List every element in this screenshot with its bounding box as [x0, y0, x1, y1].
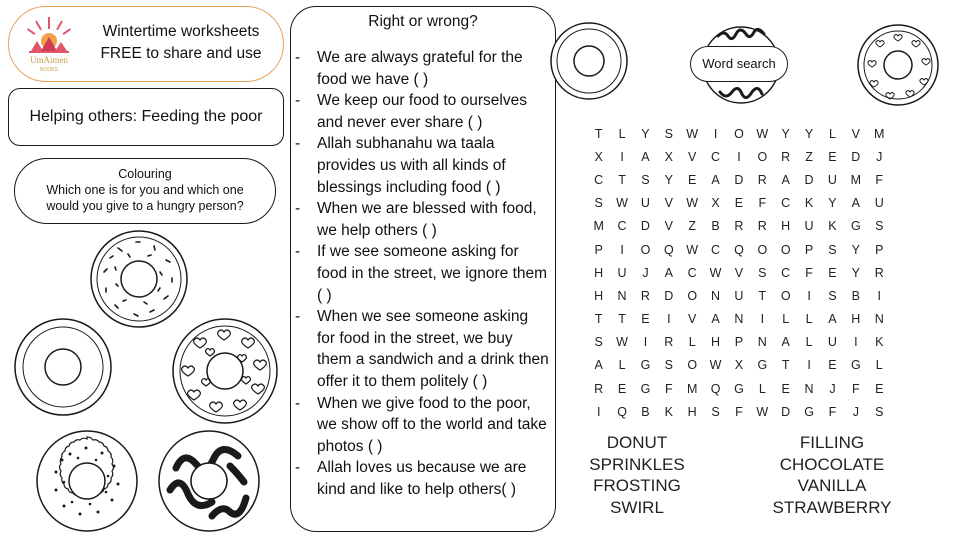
- header-banner: [8, 6, 284, 82]
- donut-sprinkles[interactable]: [88, 228, 190, 330]
- grid-letter[interactable]: W: [686, 196, 699, 211]
- grid-letter[interactable]: Z: [805, 149, 813, 164]
- grid-letter[interactable]: U: [874, 196, 884, 211]
- grid-row: [587, 261, 891, 284]
- grid-row: [587, 215, 891, 238]
- word-item: DONUT: [606, 433, 668, 452]
- colouring-line1: Which one is for you and which one: [46, 183, 244, 197]
- grid-letter[interactable]: L: [688, 335, 696, 350]
- grid-letter[interactable]: I: [807, 288, 811, 303]
- grid-row: [587, 122, 891, 145]
- topic-box: [8, 88, 284, 146]
- grid-letter[interactable]: M: [850, 172, 862, 187]
- grid-letter[interactable]: B: [851, 288, 860, 303]
- grid-letter[interactable]: T: [618, 172, 626, 187]
- grid-letter[interactable]: U: [827, 172, 837, 187]
- grid-letter[interactable]: R: [757, 172, 767, 187]
- grid-letter[interactable]: K: [804, 196, 814, 211]
- grid-row: [587, 400, 891, 423]
- grid-letter[interactable]: L: [758, 381, 766, 396]
- word-list-left: [582, 432, 692, 518]
- grid-letter[interactable]: I: [737, 149, 741, 164]
- grid-letter[interactable]: N: [617, 288, 627, 303]
- grid-letter[interactable]: X: [594, 149, 603, 164]
- grid-letter[interactable]: P: [734, 335, 744, 350]
- grid-letter[interactable]: N: [734, 312, 744, 327]
- grid-letter[interactable]: J: [642, 265, 649, 280]
- grid-letter[interactable]: L: [618, 126, 626, 141]
- grid-letter[interactable]: V: [664, 196, 673, 211]
- grid-letter[interactable]: W: [686, 242, 699, 257]
- grid-letter[interactable]: L: [805, 335, 813, 350]
- grid-row: [587, 354, 891, 377]
- grid-letter[interactable]: V: [688, 312, 697, 327]
- grid-letter[interactable]: X: [734, 358, 744, 373]
- grid-letter[interactable]: S: [758, 265, 767, 280]
- grid-letter[interactable]: W: [756, 404, 769, 419]
- grid-letter[interactable]: R: [734, 219, 744, 234]
- grid-letter[interactable]: I: [760, 312, 765, 327]
- grid-row: [587, 377, 891, 400]
- grid-letter[interactable]: I: [620, 242, 624, 257]
- grid-letter[interactable]: I: [807, 358, 811, 373]
- grid-letter[interactable]: E: [828, 149, 837, 164]
- grid-letter[interactable]: T: [758, 288, 767, 303]
- grid-letter[interactable]: I: [643, 335, 648, 350]
- colouring-instructions: [14, 158, 276, 224]
- grid-letter[interactable]: I: [620, 149, 624, 164]
- right-or-wrong-panel: [290, 6, 556, 532]
- grid-letter[interactable]: E: [734, 196, 744, 211]
- grid-letter[interactable]: Q: [663, 242, 674, 257]
- grid-letter[interactable]: J: [876, 149, 883, 164]
- grid-letter[interactable]: F: [735, 404, 743, 419]
- grid-letter[interactable]: S: [594, 196, 603, 211]
- grid-letter[interactable]: U: [734, 288, 744, 303]
- grid-letter[interactable]: E: [828, 358, 837, 373]
- grid-letter[interactable]: R: [594, 381, 604, 396]
- grid-letter[interactable]: G: [850, 219, 861, 234]
- word-item: FROSTING: [593, 476, 681, 496]
- topic-title: Helping others: Feeding the poor: [29, 108, 263, 125]
- grid-letter[interactable]: R: [664, 335, 674, 350]
- grid-letter[interactable]: C: [711, 242, 721, 257]
- grid-letter[interactable]: O: [734, 126, 744, 141]
- grid-letter[interactable]: G: [757, 358, 768, 373]
- donut-hearts[interactable]: [170, 316, 280, 426]
- grid-letter[interactable]: O: [757, 242, 768, 257]
- grid-letter[interactable]: D: [804, 172, 814, 187]
- grid-letter[interactable]: S: [875, 219, 884, 234]
- grid-letter[interactable]: S: [875, 404, 884, 419]
- grid-letter[interactable]: C: [781, 265, 791, 280]
- grid-row: [587, 331, 891, 354]
- logo-brand-text: UmAimen: [30, 55, 68, 65]
- grid-letter[interactable]: E: [875, 381, 884, 396]
- grid-letter[interactable]: G: [804, 404, 814, 419]
- grid-row: [587, 238, 891, 261]
- grid-letter[interactable]: K: [828, 219, 837, 234]
- grid-letter[interactable]: H: [851, 312, 861, 327]
- donut-small-hearts[interactable]: [856, 20, 940, 110]
- quiz-item[interactable]: - Allah subhanahu wa taala provides us with all kinds of blessings including food ( ): [291, 133, 555, 198]
- header-line1: Wintertime worksheets: [102, 23, 260, 40]
- grid-letter[interactable]: B: [641, 404, 650, 419]
- grid-letter[interactable]: F: [758, 196, 767, 211]
- grid-letter[interactable]: Z: [688, 219, 696, 234]
- word-item: VANILLA: [797, 476, 867, 496]
- grid-letter[interactable]: V: [734, 265, 744, 280]
- grid-letter[interactable]: N: [804, 381, 814, 396]
- word-item: FILLING: [799, 433, 865, 452]
- grid-letter[interactable]: G: [640, 358, 651, 373]
- grid-letter[interactable]: S: [664, 358, 673, 373]
- grid-letter[interactable]: Y: [804, 126, 814, 141]
- quiz-item[interactable]: - When we are blessed with food, we help others ( ): [291, 198, 555, 241]
- grid-letter[interactable]: E: [688, 172, 697, 187]
- grid-letter[interactable]: S: [711, 404, 720, 419]
- grid-letter[interactable]: A: [641, 149, 650, 164]
- word-item: CHOCOLATE: [779, 454, 885, 474]
- grid-letter[interactable]: C: [687, 265, 697, 280]
- grid-letter[interactable]: E: [641, 312, 650, 327]
- word-search-grid[interactable]: [587, 122, 891, 423]
- grid-letter[interactable]: Y: [851, 242, 860, 257]
- donut-swirl[interactable]: [156, 428, 262, 534]
- grid-row: [587, 192, 891, 215]
- grid-letter[interactable]: A: [664, 265, 673, 280]
- grid-letter[interactable]: W: [616, 335, 628, 350]
- grid-letter[interactable]: X: [664, 149, 673, 164]
- grid-letter[interactable]: A: [594, 358, 603, 373]
- grid-letter[interactable]: P: [804, 242, 814, 257]
- grid-letter[interactable]: V: [688, 149, 697, 164]
- grid-letter[interactable]: W: [686, 126, 699, 141]
- grid-letter[interactable]: A: [711, 172, 720, 187]
- quiz-item[interactable]: - When we give food to the poor, we show off to the world and take photos ( ): [291, 393, 555, 458]
- grid-row: [587, 168, 891, 191]
- grid-letter[interactable]: V: [664, 219, 673, 234]
- grid-row: [587, 284, 891, 307]
- grid-letter[interactable]: A: [828, 312, 837, 327]
- grid-letter[interactable]: B: [711, 219, 720, 234]
- grid-letter[interactable]: C: [594, 172, 604, 187]
- colouring-title: Colouring: [118, 167, 172, 181]
- grid-letter[interactable]: M: [686, 381, 698, 396]
- word-item: SPRINKLES: [589, 454, 685, 474]
- grid-letter[interactable]: L: [875, 358, 883, 373]
- header-text: [85, 21, 277, 65]
- grid-letter[interactable]: T: [618, 312, 626, 327]
- grid-letter[interactable]: H: [711, 335, 721, 350]
- grid-letter[interactable]: N: [711, 288, 721, 303]
- grid-letter[interactable]: G: [850, 358, 861, 373]
- grid-letter[interactable]: C: [781, 196, 791, 211]
- word-item: SWIRL: [610, 497, 664, 517]
- quiz-item[interactable]: - We keep our food to ourselves and never ever share ( ): [291, 90, 555, 133]
- donut-plain[interactable]: [12, 316, 114, 418]
- grid-letter[interactable]: U: [827, 335, 837, 350]
- grid-letter[interactable]: R: [781, 149, 791, 164]
- grid-letter[interactable]: K: [875, 335, 884, 350]
- grid-letter[interactable]: C: [711, 149, 721, 164]
- grid-letter[interactable]: A: [781, 172, 790, 187]
- quiz-item[interactable]: - If we see someone asking for food in the street, we ignore them ( ): [291, 241, 555, 306]
- quiz-item[interactable]: - When we see someone asking for food in the street, we buy them a sandwich and a drink then offer it to them politely ( ): [291, 306, 555, 392]
- grid-letter[interactable]: E: [781, 381, 790, 396]
- grid-letter[interactable]: R: [757, 219, 767, 234]
- grid-letter[interactable]: L: [805, 312, 813, 327]
- word-list-right: [762, 432, 902, 518]
- grid-letter[interactable]: T: [781, 358, 790, 373]
- grid-letter[interactable]: F: [851, 381, 860, 396]
- grid-letter[interactable]: X: [711, 196, 720, 211]
- grid-letter[interactable]: D: [781, 404, 791, 419]
- grid-letter[interactable]: O: [640, 242, 651, 257]
- grid-letter[interactable]: K: [664, 404, 673, 419]
- donut-small-plain[interactable]: [548, 20, 630, 102]
- quiz-title: Right or wrong?: [368, 13, 478, 30]
- quiz-item[interactable]: - We are always grateful for the food we have ( ): [291, 47, 555, 90]
- grid-letter[interactable]: S: [664, 126, 673, 141]
- grid-letter[interactable]: I: [667, 312, 671, 327]
- grid-letter[interactable]: Y: [781, 126, 790, 141]
- grid-letter[interactable]: T: [594, 312, 603, 327]
- grid-letter[interactable]: P: [594, 242, 603, 257]
- word-item: STRAWBERRY: [772, 497, 892, 517]
- grid-letter[interactable]: G: [640, 381, 651, 396]
- grid-letter[interactable]: R: [640, 288, 650, 303]
- header-line2: FREE to share and use: [100, 45, 262, 62]
- grid-letter[interactable]: L: [782, 312, 790, 327]
- grid-letter[interactable]: E: [828, 265, 837, 280]
- grid-letter[interactable]: O: [780, 242, 791, 257]
- grid-letter[interactable]: Q: [617, 404, 627, 419]
- logo-sub-text: BOOKS: [40, 67, 58, 73]
- grid-letter[interactable]: N: [757, 335, 767, 350]
- grid-letter[interactable]: J: [852, 404, 859, 419]
- grid-letter[interactable]: U: [640, 196, 650, 211]
- grid-letter[interactable]: O: [780, 288, 791, 303]
- word-search-label: Word search: [690, 46, 788, 82]
- grid-letter[interactable]: D: [640, 219, 650, 234]
- grid-letter[interactable]: O: [687, 288, 698, 303]
- grid-letter[interactable]: A: [851, 196, 860, 211]
- grid-letter[interactable]: L: [828, 126, 836, 141]
- donut-frosted-dots[interactable]: [34, 428, 140, 534]
- grid-letter[interactable]: Y: [828, 196, 837, 211]
- grid-letter[interactable]: H: [594, 265, 604, 280]
- grid-letter[interactable]: I: [854, 335, 858, 350]
- grid-letter[interactable]: F: [828, 404, 837, 419]
- grid-letter[interactable]: H: [594, 288, 604, 303]
- grid-letter[interactable]: V: [851, 126, 860, 141]
- grid-letter[interactable]: L: [618, 358, 626, 373]
- grid-letter[interactable]: S: [594, 335, 603, 350]
- grid-letter[interactable]: Q: [710, 381, 721, 396]
- grid-letter[interactable]: E: [617, 381, 627, 396]
- grid-letter[interactable]: Y: [851, 265, 860, 280]
- grid-letter[interactable]: A: [711, 312, 720, 327]
- grid-letter[interactable]: F: [805, 265, 813, 280]
- grid-letter[interactable]: O: [757, 149, 768, 164]
- quiz-item[interactable]: - Allah loves us because we are kind and like to help others( ): [291, 457, 555, 500]
- grid-row: [587, 308, 891, 331]
- grid-letter[interactable]: F: [875, 172, 884, 187]
- grid-letter[interactable]: W: [616, 196, 628, 211]
- grid-letter[interactable]: D: [734, 172, 744, 187]
- grid-letter[interactable]: J: [829, 381, 836, 396]
- colouring-line2: would you give to a hungry person?: [46, 199, 244, 213]
- grid-letter[interactable]: O: [687, 358, 698, 373]
- grid-letter[interactable]: N: [874, 312, 884, 327]
- grid-letter[interactable]: Q: [734, 242, 744, 257]
- grid-letter[interactable]: I: [877, 288, 881, 303]
- grid-letter[interactable]: H: [687, 404, 697, 419]
- quiz-list: [291, 47, 555, 500]
- grid-letter[interactable]: I: [596, 404, 601, 419]
- grid-letter[interactable]: M: [874, 126, 885, 141]
- grid-letter[interactable]: Y: [641, 126, 650, 141]
- grid-letter[interactable]: I: [713, 126, 718, 141]
- grid-letter[interactable]: D: [851, 149, 861, 164]
- grid-letter[interactable]: G: [734, 381, 744, 396]
- grid-letter[interactable]: F: [664, 381, 673, 396]
- grid-letter[interactable]: W: [756, 126, 769, 141]
- grid-letter[interactable]: P: [875, 242, 884, 257]
- grid-letter[interactable]: H: [781, 219, 791, 234]
- grid-letter[interactable]: U: [804, 219, 814, 234]
- grid-letter[interactable]: T: [594, 126, 603, 141]
- grid-letter[interactable]: D: [664, 288, 674, 303]
- grid-letter[interactable]: R: [874, 265, 884, 280]
- grid-letter[interactable]: W: [709, 358, 722, 373]
- grid-letter[interactable]: Y: [664, 172, 673, 187]
- grid-letter[interactable]: W: [709, 265, 722, 280]
- grid-letter[interactable]: S: [641, 172, 650, 187]
- grid-row: [587, 145, 891, 168]
- grid-letter[interactable]: U: [617, 265, 627, 280]
- grid-letter[interactable]: S: [828, 242, 837, 257]
- grid-letter[interactable]: S: [828, 288, 837, 303]
- grid-letter[interactable]: M: [593, 219, 604, 234]
- grid-letter[interactable]: A: [781, 335, 790, 350]
- grid-letter[interactable]: C: [617, 219, 627, 234]
- umaimen-logo: [21, 15, 77, 75]
